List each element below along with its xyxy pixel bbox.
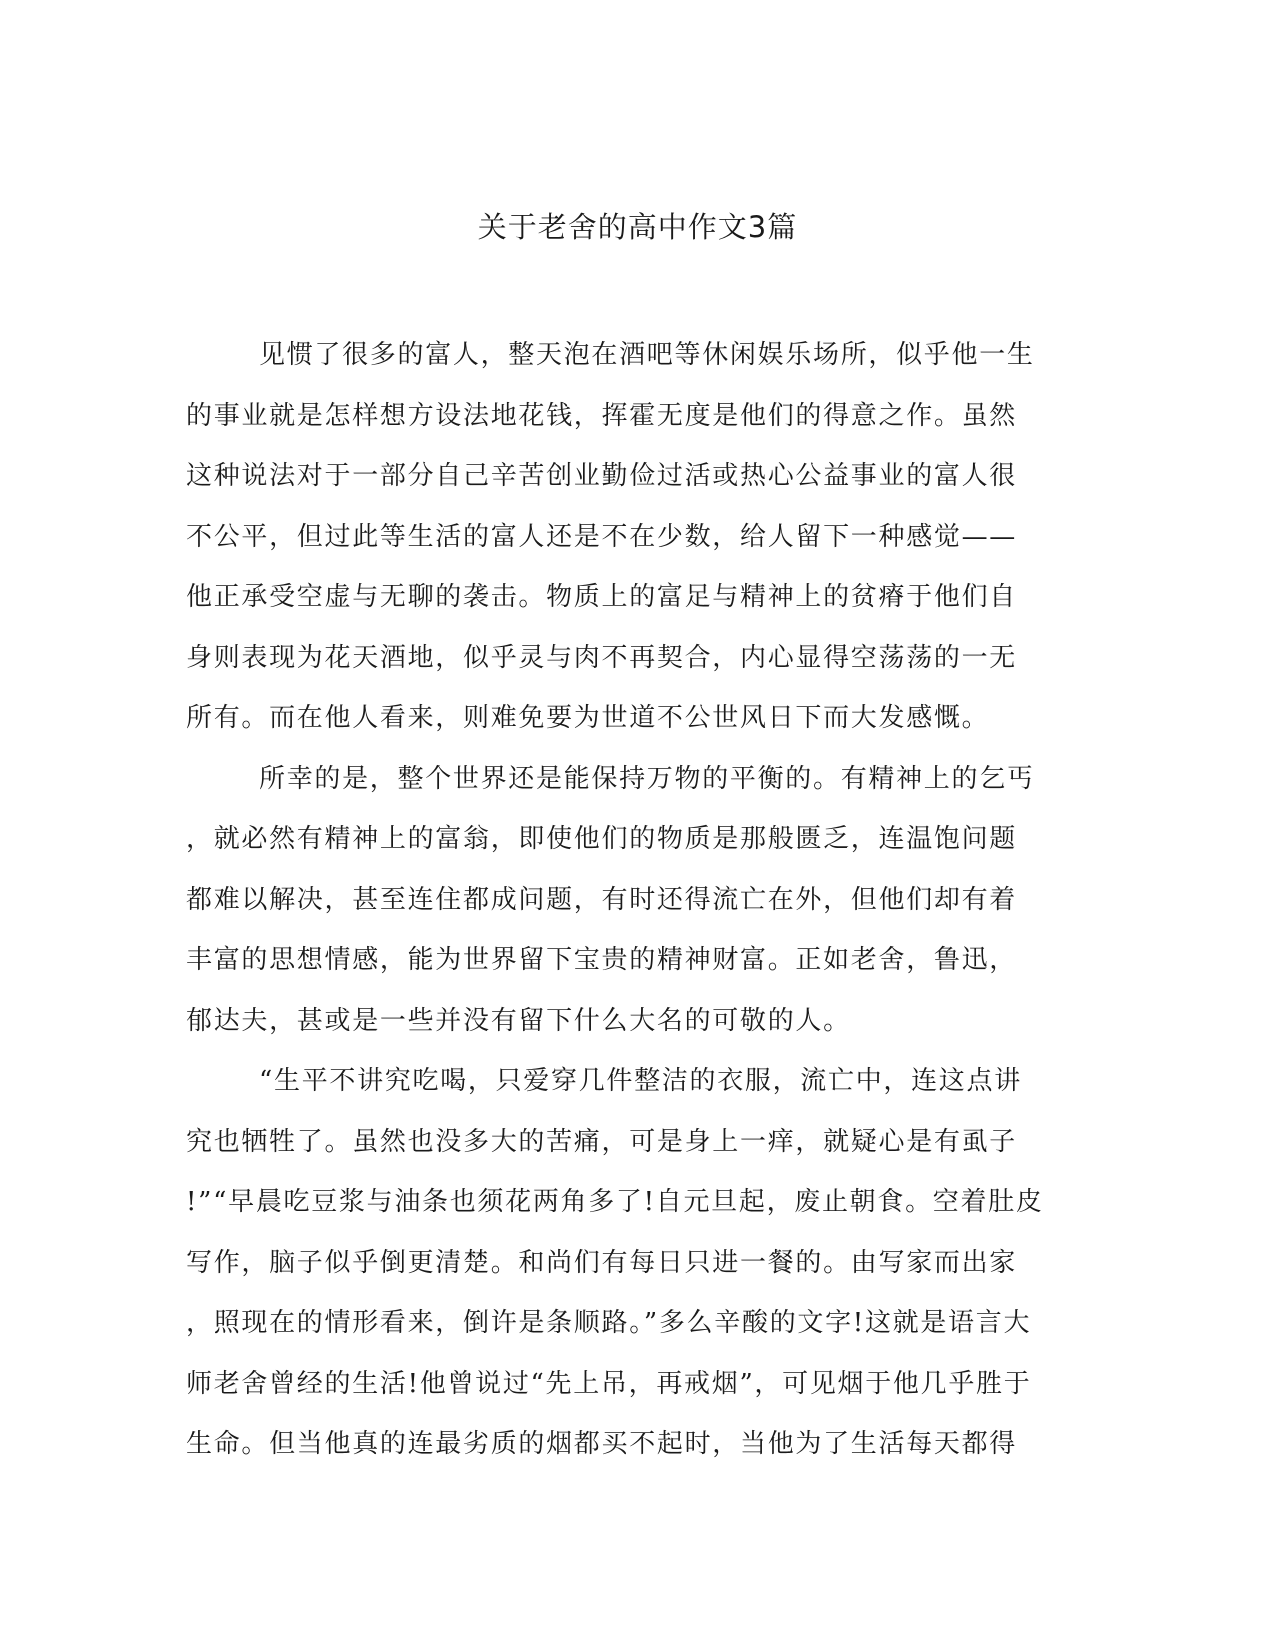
paragraph-line: 师老舍曾经的生活!他曾说过“先上吊，再戒烟”，可见烟于他几乎胜于 (186, 1368, 1032, 1399)
paragraph-line: ，照现在的情形看来，倒许是条顺路。”多么辛酸的文字!这就是语言大 (186, 1308, 1032, 1338)
essay-body (186, 325, 1066, 1475)
paragraph-line: ，就必然有精神上的富翁，即使他们的物质是那般匮乏，连温饱问题 (186, 824, 1018, 854)
paragraph-line: !”“早晨吃豆浆与油条也须花两角多了!自元旦起，废止朝食。空着肚皮 (186, 1187, 1044, 1217)
paragraph-line: 究也牺牲了。虽然也没多大的苦痛，可是身上一痒，就疑心是有虱子 (186, 1126, 1018, 1157)
paragraph-line: 见惯了很多的富人，整天泡在酒吧等休闲娱乐场所，似乎他一生 (259, 340, 1035, 370)
paragraph-line: “生平不讲究吃喝，只爱穿几件整洁的衣服，流亡中，连这点讲 (259, 1066, 1022, 1096)
paragraph-line: 郁达夫，甚或是一些并没有留下什么大名的可敬的人。 (186, 1005, 851, 1036)
paragraph-line: 都难以解决，甚至连住都成问题，有时还得流亡在外，但他们却有着 (186, 884, 1018, 915)
paragraph-line: 生命。但当他真的连最劣质的烟都买不起时，当他为了生活每天都得 (186, 1429, 1018, 1459)
paragraph-line: 写作，脑子似乎倒更清楚。和尚们有每日只进一餐的。由写家而出家 (186, 1247, 1018, 1278)
paragraph-line: 的事业就是怎样想方设法地花钱，挥霍无度是他们的得意之作。虽然 (186, 400, 1018, 431)
paragraph-line: 所幸的是，整个世界还是能保持万物的平衡的。有精神上的乞丐 (259, 763, 1035, 794)
page-title: 关于老舍的高中作文3篇 (477, 210, 798, 244)
paragraph-line: 不公平，但过此等生活的富人还是不在少数，给人留下一种感觉—— (186, 521, 1018, 552)
paragraph-line: 丰富的思想情感，能为世界留下宝贵的精神财富。正如老舍，鲁迅， (186, 945, 1018, 975)
paragraph-line: 他正承受空虚与无聊的袭击。物质上的富足与精神上的贫瘠于他们自 (186, 582, 1018, 612)
paragraph-line: 身则表现为花天酒地，似乎灵与肉不再契合，内心显得空荡荡的一无 (186, 642, 1018, 673)
paragraph-line: 这种说法对于一部分自己辛苦创业勤俭过活或热心公益事业的富人很 (186, 461, 1018, 491)
paragraph-line: 所有。而在他人看来，则难免要为世道不公世风日下而大发感慨。 (186, 703, 990, 733)
